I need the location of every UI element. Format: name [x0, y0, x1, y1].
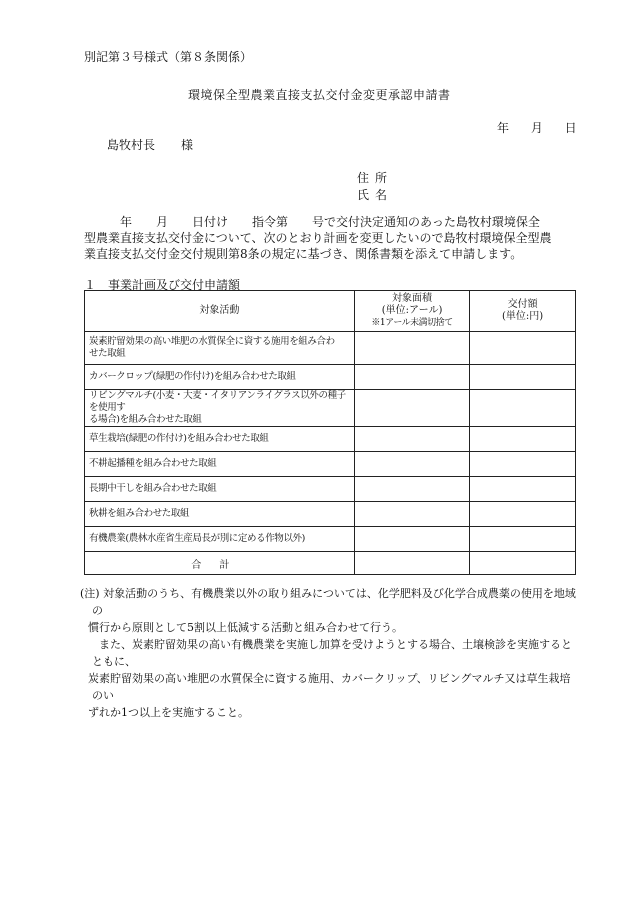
body-line: 年 月 日付け 指令第 号で交付決定通知のあった島牧村環境保全 [84, 215, 540, 229]
area-cell[interactable] [354, 502, 469, 527]
note-line: 慣行から原則として5割以上低減する活動と組み合わせて行う。 [88, 621, 403, 634]
activity-line: 不耕起播種を組み合わせた取組 [89, 458, 217, 469]
header-area-line: 対象面積 [392, 293, 433, 304]
area-cell[interactable] [354, 477, 469, 502]
area-cell[interactable] [354, 332, 469, 365]
date-line: 年 月 日 [497, 121, 577, 135]
activity-cell [85, 390, 355, 427]
table-row [85, 502, 576, 527]
table-row [85, 427, 576, 452]
notes [80, 585, 580, 721]
area-cell[interactable] [354, 427, 469, 452]
table-header-row [85, 291, 576, 332]
note-line: また、炭素貯留効果の高い有機農業を実施し加算を受けようとする場合、土壌検診を実施するとともに、 [88, 638, 572, 668]
document-title: 環境保全型農業直接支払交付金変更承認申請書 [188, 88, 451, 102]
activity-line: カバークロップ(緑肥の作付け)を組み合わせた取組 [89, 371, 296, 382]
area-cell[interactable] [354, 527, 469, 552]
header-area-line: ※1アール未満切捨て [371, 318, 453, 328]
header-amount-line: (単位:円) [502, 311, 544, 322]
activity-cell [85, 502, 355, 527]
note-line: (注) 対象活動のうち、有機農業以外の取り組みについては、化学肥料及び化学合成農薬の使用を地域の [80, 587, 576, 617]
activity-cell [85, 527, 355, 552]
header-amount [470, 291, 576, 332]
note-line: ずれか1つ以上を実施すること。 [88, 706, 249, 719]
header-area-line: (単位:アール) [381, 305, 443, 316]
activity-line: る場合)を組み合わせた取組 [89, 414, 202, 425]
total-label: 合計 [85, 552, 355, 575]
table-row [85, 477, 576, 502]
total-amount-cell[interactable] [470, 552, 576, 575]
total-area-cell[interactable] [354, 552, 469, 575]
table-row [85, 332, 576, 365]
area-cell[interactable] [354, 365, 469, 390]
note-line: 炭素貯留効果の高い堆肥の水質保全に資する施用、カバークリップ、リビングマルチ又は草生栽培のい [88, 672, 571, 702]
plan-table [84, 290, 576, 575]
header-area [354, 291, 469, 332]
addressee-honorific: 様 [181, 138, 194, 152]
table-row [85, 452, 576, 477]
header-activity: 対象活動 [85, 291, 355, 332]
table-row [85, 527, 576, 552]
activity-line: 有機農業(農林水産省生産局長が別に定める作物以外) [89, 533, 305, 544]
table-row [85, 390, 576, 427]
activity-line: 秋耕を組み合わせた取組 [89, 508, 190, 519]
amount-cell[interactable] [470, 332, 576, 365]
activity-cell [85, 332, 355, 365]
addressee-name: 島牧村長 [107, 138, 156, 152]
activity-cell [85, 477, 355, 502]
activity-line: せた取組 [89, 348, 126, 359]
amount-cell[interactable] [470, 427, 576, 452]
body-line: 業直接支払交付金交付規則第8条の規定に基づき、関係書類を添えて申請します。 [84, 247, 523, 261]
amount-cell[interactable] [470, 477, 576, 502]
activity-cell [85, 427, 355, 452]
header-amount-line: 交付額 [507, 299, 538, 310]
activity-line: 草生栽培(緑肥の作付け)を組み合わせた取組 [89, 433, 269, 444]
table-total-row [85, 552, 576, 575]
application-body [84, 214, 564, 262]
section-heading: １ 事業計画及び交付申請額 [84, 278, 241, 292]
activity-cell [85, 452, 355, 477]
amount-cell[interactable] [470, 502, 576, 527]
amount-cell[interactable] [470, 452, 576, 477]
area-cell[interactable] [354, 390, 469, 427]
amount-cell[interactable] [470, 390, 576, 427]
activity-cell [85, 365, 355, 390]
area-cell[interactable] [354, 452, 469, 477]
name-label: 氏名 [357, 188, 394, 202]
activity-line: 長期中干しを組み合わせた取組 [89, 483, 217, 494]
amount-cell[interactable] [470, 365, 576, 390]
addressee [107, 136, 193, 153]
body-line: 型農業直接支払交付金について、次のとおり計画を変更したいので島牧村環境保全型農 [84, 231, 552, 245]
activity-line: 炭素貯留効果の高い堆肥の水質保全に資する施用を組み合わ [89, 336, 335, 347]
form-code: 別記第３号様式（第８条関係） [84, 50, 253, 64]
address-label: 住所 [357, 171, 394, 185]
amount-cell[interactable] [470, 527, 576, 552]
table-row [85, 365, 576, 390]
activity-line: リビングマルチ(小麦・大麦・イタリアンライグラス以外の種子を使用す [89, 390, 346, 413]
